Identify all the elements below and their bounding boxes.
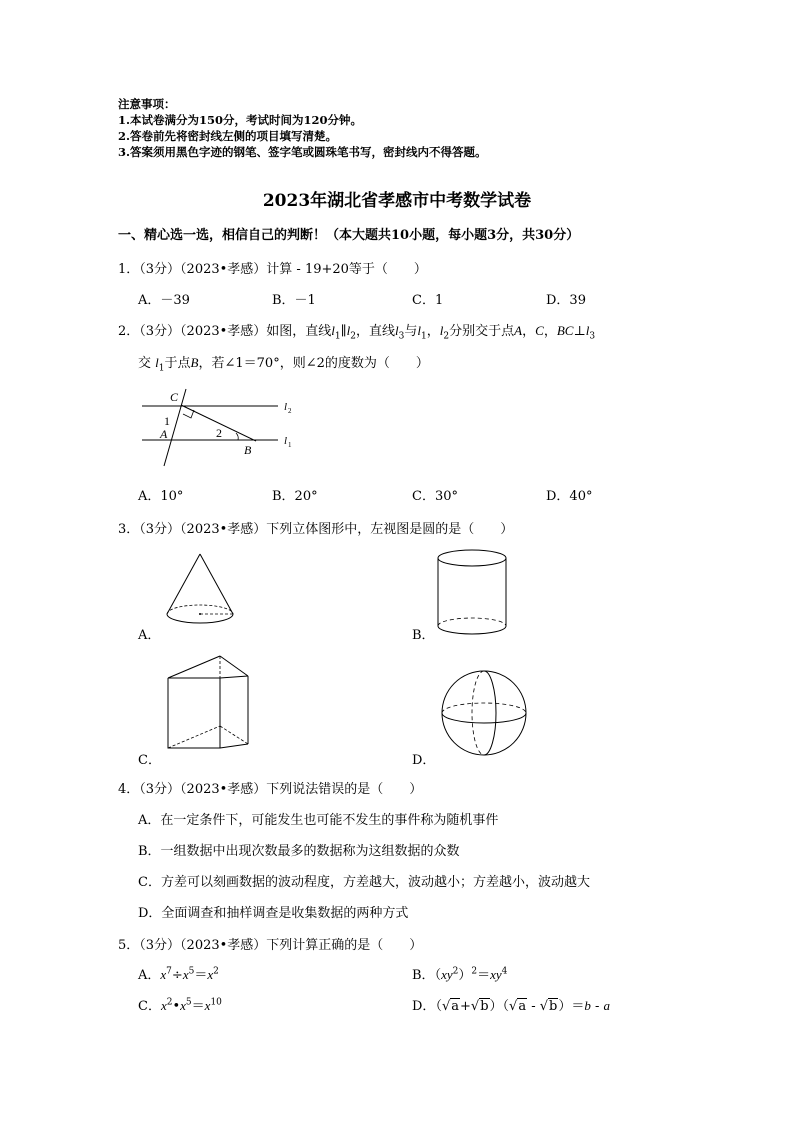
prism-figure	[162, 652, 258, 752]
q5-option-d: D．（√a+√b）（√a - √b）＝b - a	[412, 998, 611, 1014]
q1-option-c: C．1	[412, 293, 444, 308]
q5-option-b: B．$(xy^2)^2=xy^4$	[412, 966, 508, 983]
page-title: 2023年湖北省孝感市中考数学试卷	[262, 191, 532, 211]
label-c: C	[170, 390, 179, 404]
label-angle-1: 1	[164, 414, 170, 428]
q1-stem: 1．（3分）（2023•孝感）计算 - 19+20等于（ ）	[118, 262, 427, 277]
section-heading: 一、精心选一选，相信自己的判断！（本大题共10小题，每小题3分，共30分）	[118, 228, 580, 243]
q4-stem: 4．（3分）（2023•孝感）下列说法错误的是（ ）	[118, 782, 423, 797]
q5-option-a: A．$x^7\div x^5=x^2$	[138, 966, 219, 983]
label-a: A	[160, 427, 168, 441]
q4-option-b: B．一组数据中出现次数最多的数据称为这组数据的众数	[138, 844, 460, 859]
q3-option-d: D．	[412, 753, 436, 768]
notice-block	[118, 96, 487, 160]
notice-item-2: 2.答卷前先将密封线左侧的项目填写清楚。	[118, 129, 338, 143]
angle-2-arc	[236, 433, 238, 440]
q3-option-b: B．	[412, 628, 435, 643]
label-l2: l	[284, 401, 288, 413]
q2-option-b: B．20°	[272, 489, 318, 504]
label-l1: l	[284, 435, 288, 447]
label-l1-sub: 1	[288, 441, 292, 449]
notice-item-1: 1.本试卷满分为150分，考试时间为120分钟。	[118, 113, 363, 127]
q3-option-c: C．	[138, 753, 161, 768]
q1-option-a: A．－39	[138, 293, 190, 308]
q2-stem-line1: 2．（3分）（2023•孝感）如图，直线$l_1\parallel l_2$，直线$l_3$与$l_1$，$l_2$分别交于点A，C，$BC\perp l_3$	[118, 323, 596, 342]
q5-option-c: C．$x^2•x^5=x^{10}$	[138, 997, 222, 1014]
notice-heading: 注意事项：	[118, 97, 176, 111]
q2-option-c: C．30°	[412, 489, 458, 504]
q4-option-a: A．在一定条件下，可能发生也可能不发生的事件称为随机事件	[138, 813, 499, 828]
label-angle-2: 2	[216, 426, 222, 440]
q2-figure	[136, 384, 306, 470]
q2-stem-num: 2．（3分）（2023•孝感）如图，直线	[118, 324, 332, 339]
q4-option-c: C．方差可以刻画数据的波动程度，方差越大，波动越小；方差越小，波动越大	[138, 875, 590, 890]
notice-item-3: 3.答案须用黑色字迹的钢笔、签字笔或圆珠笔书写，密封线内不得答题。	[118, 145, 487, 159]
label-l2-sub: 2	[288, 407, 292, 415]
q1-option-b: B．－1	[272, 293, 316, 308]
q2-option-d: D．40°	[546, 489, 593, 504]
cylinder-figure	[432, 546, 512, 640]
right-angle-mark	[183, 410, 194, 418]
q2-stem-line2: 交 $l_1$于点B，若∠1＝70°，则∠2的度数为（ ）	[138, 355, 429, 374]
q2-option-a: A．10°	[138, 489, 184, 504]
q1-option-d: D．39	[546, 293, 586, 308]
q3-stem: 3．（3分）（2023•孝感）下列立体图形中，左视图是圆的是（ ）	[118, 522, 514, 537]
sphere-figure	[436, 668, 532, 758]
label-b: B	[244, 443, 252, 457]
q5-stem: 5．（3分）（2023•孝感）下列计算正确的是（ ）	[118, 938, 423, 953]
q4-option-d: D．全面调查和抽样调查是收集数据的两种方式	[138, 906, 409, 921]
q3-option-a: A．	[138, 628, 161, 643]
cone-figure	[160, 550, 240, 628]
